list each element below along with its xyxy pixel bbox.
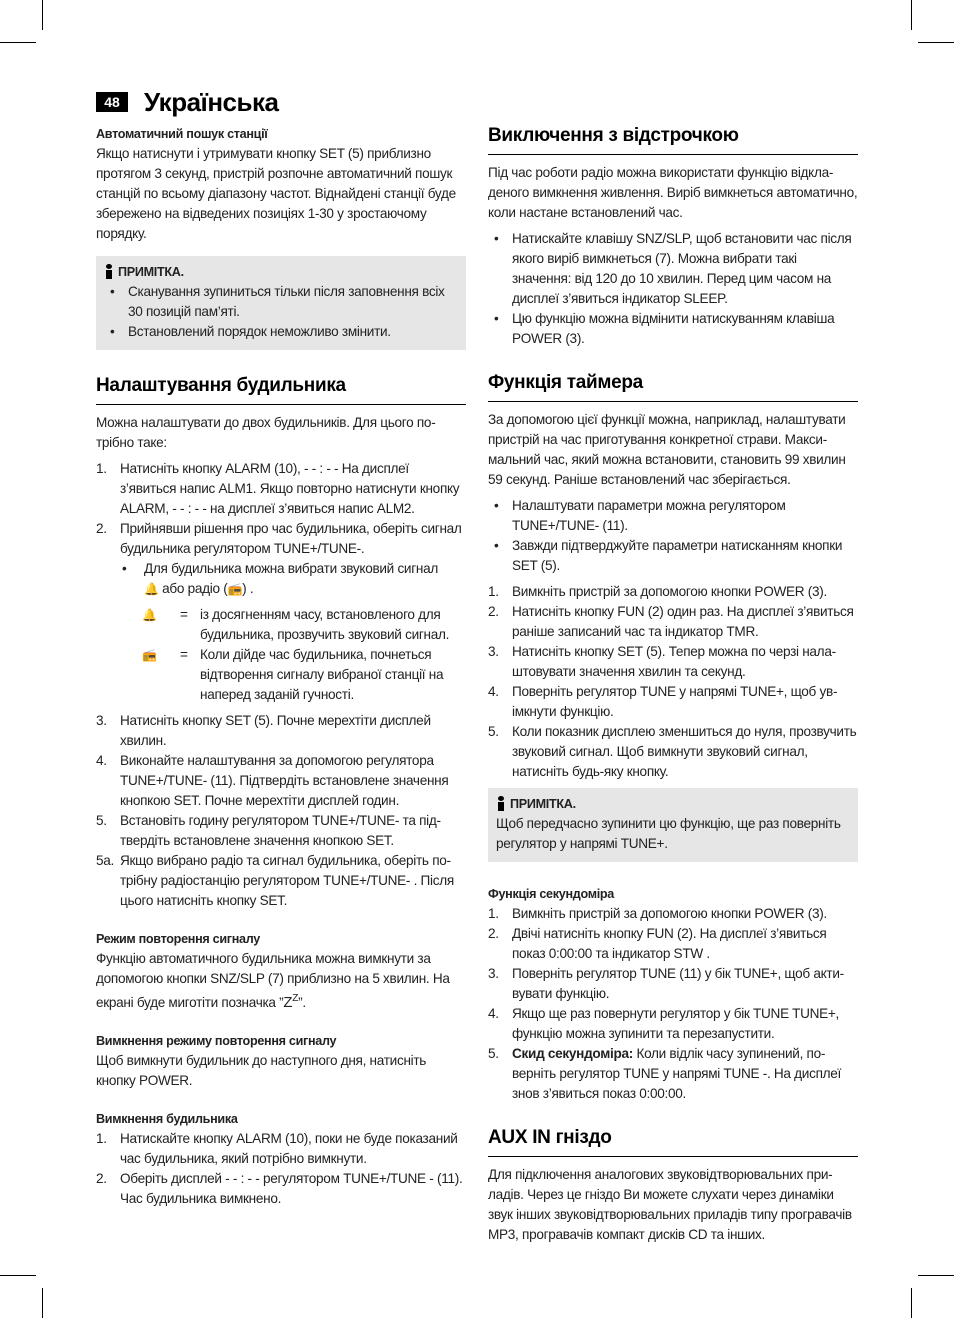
auto-search-text: Якщо натиснути і утримувати кнопку SET (5) приблизно протягом 3 секунд, пристрій розпочне автоматичний пошук станцій по всьому діапазону частот. Віднайдені станції буде збережено на відведених позиціях 1-30 у зростаючому порядку. [96,146,456,241]
equals-sign: = [180,647,188,662]
list-item: 1. Натисніть кнопку ALARM (10), - - : - - На дисплеї з’явиться напис ALM1. Якщо повторно натиснути кнопку ALARM, - - : - - на дисплеї з’явиться напис ALM2. [96,461,460,516]
note-title: ПРИМІТКА. [510,797,576,811]
crop-mark [42,0,43,30]
list-item: 2. Двічі натисніть кнопку FUN (2). На дисплеї з’явиться показ 0:00:00 та індикатор STW . [488,926,827,961]
page-header [96,86,278,118]
radio-icon: 📻 [142,648,157,662]
snooze-off-heading: Вимкнення режиму повторення сигналу [96,1034,337,1048]
snooze-symbol: $Z^Z$ [283,993,299,1011]
list-item: 3. Натисніть кнопку SET (5). Тепер можна по черзі налаштовувати значення хвилин та секунд. [488,644,837,679]
timer-intro: За допомогою цієї функції можна, наприклад, налаштувати пристрій на час приготування конкретної страви. Максимальний час, який можна встановити, становить 99 хвилин 59 секунд. Раніше встановлений час зберігається. [488,412,846,487]
snooze-heading: Режим повторення сигналу [96,932,260,946]
bell-icon: 🔔 [144,582,159,596]
crop-mark [911,0,912,30]
crop-mark [918,42,954,43]
alarm-off-heading: Вимкнення будильника [96,1112,238,1126]
note-list [104,282,458,342]
equals-sign: = [180,607,188,622]
list-item: 4. Поверніть регулятор TUNE у напрямі TUNE+, щоб увімкнути функцію. [488,684,838,719]
crop-mark [42,1288,43,1318]
aux-text: Для підключення аналогових звуковідтворювальних приладів. Через це гніздо Ви можете слухати через динаміки звук інших звуковідтворювальних приладів типу програвачів MP3, програвачів компакт дисків CD та інших. [488,1167,852,1242]
list-item: • Завжди підтверджуйте параметри натисканням кнопки SET (5). [488,536,858,576]
note-item: • Встановлений порядок неможливо змінити. [104,322,458,342]
sleep-intro: Під час роботи радіо можна використати функцію відкладеного вимкнення живлення. Виріб вимкнеться автоматично, коли настане встановлений час. [488,165,858,220]
section-heading-timer: Функція таймера [488,371,858,402]
alarm-steps-rest [96,711,466,911]
list-item: 5. Встановіть годину регулятором TUNE+/TUNE- та підтвердіть встановлене значення кнопкою SET. [96,813,442,848]
crop-mark [0,42,36,43]
crop-mark [0,1275,36,1276]
list-item: • Натискайте клавішу SNZ/SLP, щоб встановити час після якого виріб вимкнеться (7). Можна вибрати такі значення: від 120 до 10 хвилин. Перед цим часом на дисплеї з’явиться індикатор SLEEP. [488,229,858,309]
timer-steps [488,582,858,782]
list-item: 2. Натисніть кнопку FUN (2) один раз. На дисплеї з’явиться раніше записаний час та індикатор TMR. [488,604,854,639]
page-title: Українська [144,86,279,117]
note-header [496,794,850,814]
page-number: 48 [96,92,128,112]
list-item: 1. Натискайте кнопку ALARM (10), поки не буде показаний час будильника, який потрібно вимкнути. [96,1131,458,1166]
alarm-steps [96,459,466,599]
list-item: • Цю функцію можна відмінити натискуванням клавіша POWER (3). [488,309,858,349]
definition-radio: Коли дійде час будильника, почнеться відтворення сигналу вибраної станції на наперед заданій гучності. [200,647,444,702]
list-item: • Для будильника можна вибрати звуковий сигнал 🔔 або радіо (📻) . [120,559,466,599]
note-item: • Сканування зупиниться тільки після заповнення всіх 30 позицій пам’яті. [104,282,458,322]
snooze-off-text: Щоб вимкнути будильник до наступного дня, натисніть кнопку POWER. [96,1053,427,1088]
list-item: 2. Прийнявши рішення про час будильника, оберіть сигнал будильника регулятором TUNE+/TUNE-. • Для будильника можна вибрати звуковий сигнал 🔔 або радіо (📻) . [96,519,466,599]
note-header [104,262,458,282]
bell-icon: 🔔 [142,608,157,622]
section-heading-aux: AUX IN гніздо [488,1126,858,1157]
list-item: 1. Вимкніть пристрій за допомогою кнопки POWER (3). [488,584,827,599]
list-item: 1. Вимкніть пристрій за допомогою кнопки POWER (3). [488,906,827,921]
section-heading-sleep: Виключення з відстрочкою [488,124,858,155]
definition-beep: із досягненням часу, встановленого для будильника, прозвучить звуковий сигнал. [200,607,450,642]
info-icon [104,264,114,280]
alarm-intro: Можна налаштувати до двох будильників. Для цього потрібно таке: [96,415,436,450]
radio-icon: 📻 [227,582,243,596]
list-item: 3. Натисніть кнопку SET (5). Почне мерехтіти дисплей хвилин. [96,713,431,748]
list-item: 4. Якщо ще раз повернути регулятор у бік TUNE TUNE+, функцію можна зупинити та перезапустити. [488,1006,839,1041]
list-item: 4. Виконайте налаштування за допомогою регулятора TUNE+/TUNE- (11). Підтвердіть встановлене значення кнопкою SET. Почне мерехтіти дисплей годин. [96,753,449,808]
list-item: • Налаштувати параметри можна регулятором TUNE+/TUNE- (11). [488,496,858,536]
note-box [96,256,466,350]
stopwatch-steps [488,904,858,1104]
note-box [488,788,858,862]
alarm-sub-list [96,559,466,599]
list-item: 3. Поверніть регулятор TUNE (11) у бік TUNE+, щоб активувати функцію. [488,966,845,1001]
right-column [488,122,858,1245]
list-item: 2. Оберіть дисплей - - : - - регулятором TUNE+/TUNE - (11). Час будильника вимкнено. [96,1171,463,1206]
list-item: 5. Коли показник дисплею зменшиться до нуля, прозвучить звуковий сигнал. Щоб вимкнути звуковий сигнал, натисніть будь-яку кнопку. [488,724,857,779]
sleep-list [488,229,858,349]
timer-list [488,496,858,576]
note-text: Щоб передчасно зупинити цю функцію, ще раз поверніть регулятор у напрямі TUNE+. [496,816,841,851]
crop-mark [911,1288,912,1318]
alarm-definitions [142,605,466,705]
section-heading-alarm: Налаштування будильника [96,374,466,405]
list-item: 5a. Якщо вибрано радіо та сигнал будильника, оберіть потрібну радіостанцію регулятором TUNE+/TUNE- . Після цього натисніть кнопку SET. [96,853,454,908]
snooze-text: Функцію автоматичного будильника можна вимкнути за допомогою кнопки SNZ/SLP (7) приблизно на 5 хвилин. На екрані буде миготіти позначка $”Z^Z$”. [96,951,450,1011]
stopwatch-heading: Функція секундоміра [488,887,615,901]
note-title: ПРИМІТКА. [118,265,184,279]
auto-search-heading: Автоматичний пошук станції [96,127,268,141]
left-column [96,122,466,1209]
info-icon [496,796,506,812]
alarm-off-steps [96,1129,466,1209]
list-item: 5. Скид секундоміра: Коли відлік часу зупинений, поверніть регулятор TUNE у напрямі TUNE -. На дисплеї знов з’явиться показ 0:00:00. [488,1046,842,1101]
crop-mark [918,1275,954,1276]
